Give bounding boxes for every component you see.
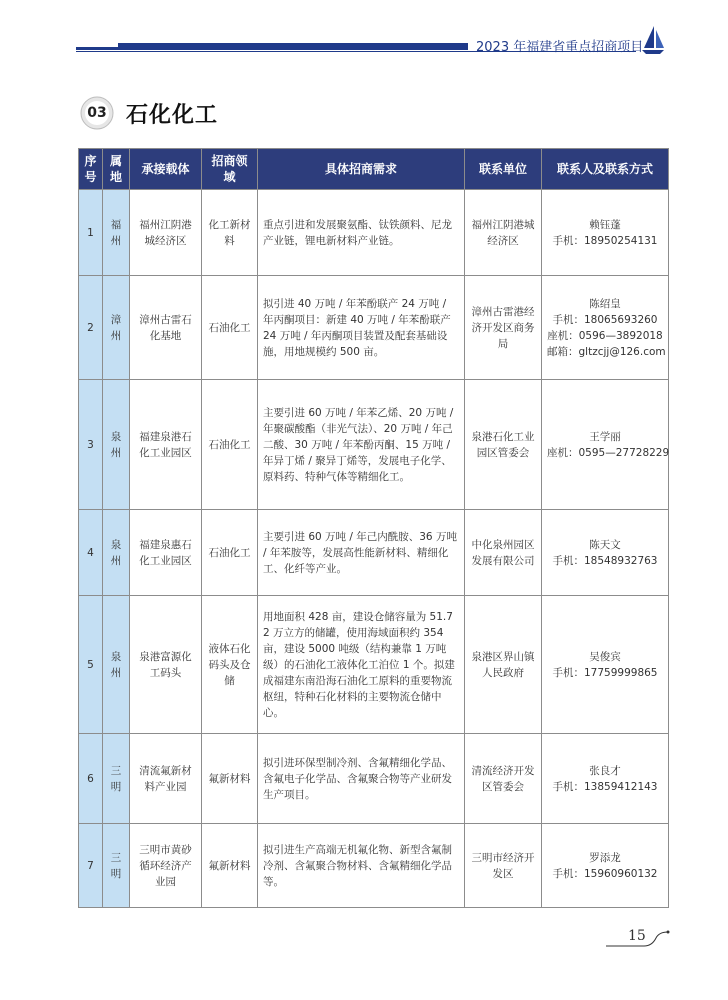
- row-carrier: 清流氟新材料产业园: [130, 734, 202, 824]
- row-carrier: 漳州古雷石化基地: [130, 276, 202, 380]
- row-requirement: 用地面积 428 亩，建设仓储容量为 51.72 万立方的储罐，使用海域面积约 354 亩，建设 5000 吨级（结构兼靠 1 万吨级）的石油化工液体化工泊位 1 个。拟建成福建东南沿海石油化工原料的重要物流枢纽，特种石化材料的主要物流仓储中心。: [258, 596, 465, 734]
- row-field: 石油化工: [202, 380, 258, 510]
- row-unit: 中化泉州园区发展有限公司: [465, 510, 542, 596]
- investment-table: [78, 148, 669, 908]
- row-index: 5: [79, 596, 103, 734]
- table-row: [79, 824, 669, 908]
- row-unit: 漳州古雷港经济开发区商务局: [465, 276, 542, 380]
- row-location: 三明: [103, 734, 130, 824]
- row-index: 2: [79, 276, 103, 380]
- row-unit: 三明市经济开发区: [465, 824, 542, 908]
- row-carrier: 福建泉港石化工业园区: [130, 380, 202, 510]
- contact-name: 陈天文: [589, 538, 621, 551]
- row-location: 泉州: [103, 380, 130, 510]
- contact-mobile: 手机：15960960132: [552, 867, 658, 880]
- col-header-contact: 联系人及联系方式: [542, 149, 669, 190]
- row-carrier: 福州江阴港城经济区: [130, 190, 202, 276]
- contact-name: 赖钰蓬: [589, 218, 621, 231]
- page-number: 15: [628, 928, 646, 944]
- row-field: 石油化工: [202, 510, 258, 596]
- table-row: [79, 734, 669, 824]
- row-requirement: 拟引进生产高端无机氟化物、新型含氟制冷剂、含氟聚合物材料、含氟精细化学品等。: [258, 824, 465, 908]
- row-carrier: 福建泉惠石化工业园区: [130, 510, 202, 596]
- row-unit: 清流经济开发区管委会: [465, 734, 542, 824]
- row-location: 漳州: [103, 276, 130, 380]
- row-contact: [542, 380, 669, 510]
- contact-name: 吴俊宾: [589, 650, 621, 663]
- row-contact: [542, 276, 669, 380]
- table-row: [79, 190, 669, 276]
- row-contact: [542, 190, 669, 276]
- row-contact: [542, 734, 669, 824]
- row-field: 氟新材料: [202, 824, 258, 908]
- table-row: [79, 276, 669, 380]
- contact-mobile: 手机：18950254131: [552, 234, 658, 247]
- section-number: 03: [87, 105, 107, 121]
- row-location: 泉州: [103, 510, 130, 596]
- contact-mobile: 手机：18548932763: [552, 554, 658, 567]
- table-row: [79, 596, 669, 734]
- row-location: 福州: [103, 190, 130, 276]
- row-contact: [542, 824, 669, 908]
- row-requirement: 主要引进 60 万吨 / 年己内酰胺、36 万吨 / 年苯胺等，发展高性能新材料、精细化工、化纤等产业。: [258, 510, 465, 596]
- row-index: 7: [79, 824, 103, 908]
- table-header-row: [79, 149, 669, 190]
- row-carrier: 三明市黄砂循环经济产业园: [130, 824, 202, 908]
- col-header-carrier: 承接载体: [130, 149, 202, 190]
- row-contact: [542, 596, 669, 734]
- contact-name: 王学丽: [589, 430, 621, 443]
- row-unit: 福州江阴港城经济区: [465, 190, 542, 276]
- row-requirement: 主要引进 60 万吨 / 年苯乙烯、20 万吨 / 年聚碳酸酯（非光气法）、20 万吨 / 年己二酸、30 万吨 / 年苯酚丙酮、15 万吨 / 年异丁烯 / 聚异丁烯等，发展电子化学、原料药、特种气体等精细化工。: [258, 380, 465, 510]
- contact-phone: 座机：0596—3892018: [547, 329, 663, 342]
- contact-name: 陈绍皇: [589, 297, 621, 310]
- header-title: 2023 年福建省重点招商项目: [476, 40, 644, 55]
- row-unit: 泉港区界山镇人民政府: [465, 596, 542, 734]
- header-line: [76, 47, 468, 50]
- col-header-unit: 联系单位: [465, 149, 542, 190]
- row-location: 泉州: [103, 596, 130, 734]
- row-requirement: 拟引进 40 万吨 / 年苯酚联产 24 万吨 / 年丙酮项目：新建 40 万吨 / 年苯酚联产 24 万吨 / 年丙酮项目装置及配套基础设施，用地规模约 500 亩。: [258, 276, 465, 380]
- row-field: 液体石化码头及仓储: [202, 596, 258, 734]
- row-location: 三明: [103, 824, 130, 908]
- row-unit: 泉港石化工业园区管委会: [465, 380, 542, 510]
- col-header-field: 招商领域: [202, 149, 258, 190]
- contact-name: 罗添龙: [589, 851, 621, 864]
- contact-phone: 座机：0595—27728229: [547, 446, 670, 459]
- row-field: 石油化工: [202, 276, 258, 380]
- col-header-index: 序号: [79, 149, 103, 190]
- col-header-requirement: 具体招商需求: [258, 149, 465, 190]
- table-row: [79, 510, 669, 596]
- section-title: 石化化工: [126, 103, 219, 128]
- row-index: 3: [79, 380, 103, 510]
- contact-email: 邮箱：gltzcjj@126.com: [547, 345, 666, 358]
- contact-mobile: 手机：18065693260: [552, 313, 658, 326]
- row-index: 6: [79, 734, 103, 824]
- col-header-location: 属地: [103, 149, 130, 190]
- row-contact: [542, 510, 669, 596]
- row-requirement: 重点引进和发展聚氨酯、钛铁颜料、尼龙产业链，锂电新材料产业链。: [258, 190, 465, 276]
- contact-name: 张良才: [589, 764, 621, 777]
- table-row: [79, 380, 669, 510]
- row-field: 化工新材料: [202, 190, 258, 276]
- contact-mobile: 手机：13859412143: [552, 780, 658, 793]
- contact-mobile: 手机：17759999865: [552, 666, 658, 679]
- row-requirement: 拟引进环保型制冷剂、含氟精细化学品、含氟电子化学品、含氟聚合物等产业研发生产项目。: [258, 734, 465, 824]
- row-index: 4: [79, 510, 103, 596]
- sailboat-icon: [640, 24, 666, 56]
- row-carrier: 泉港富源化工码头: [130, 596, 202, 734]
- row-index: 1: [79, 190, 103, 276]
- row-field: 氟新材料: [202, 734, 258, 824]
